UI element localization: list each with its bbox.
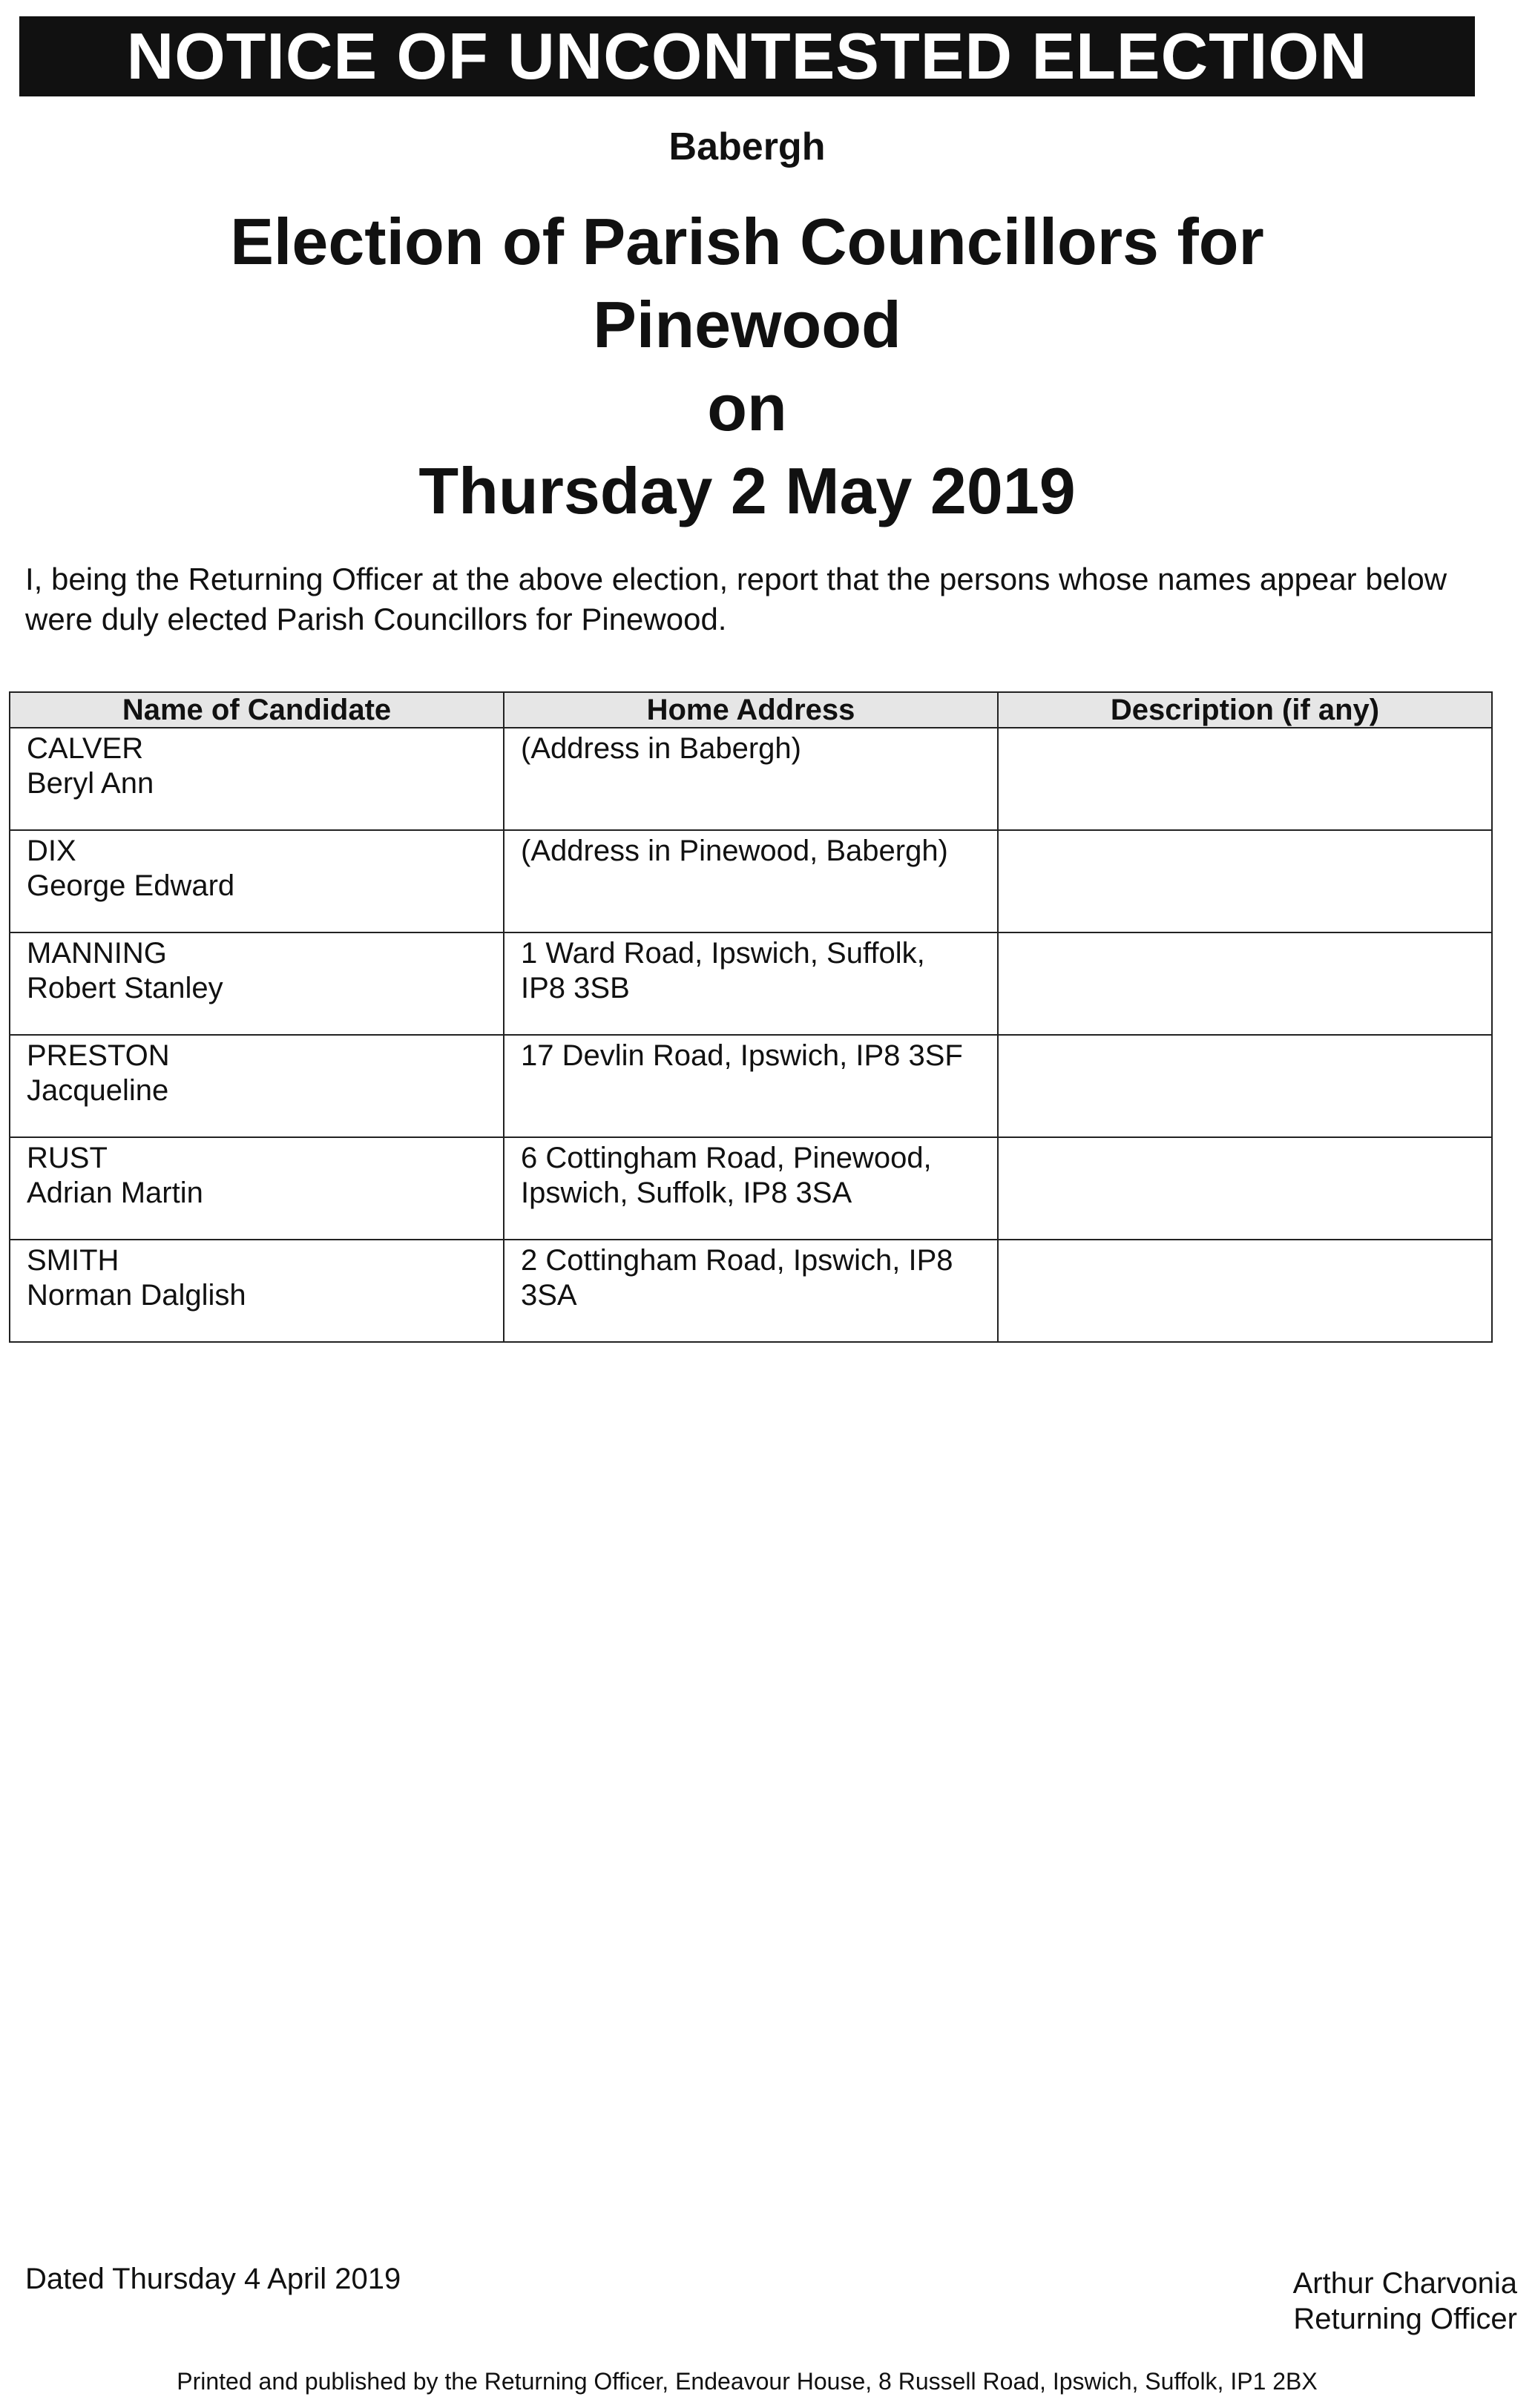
- header-name-of-candidate: Name of Candidate: [10, 692, 504, 728]
- home-address-cell: [504, 830, 998, 932]
- table-row: [10, 728, 1492, 830]
- candidate-name-cell: [10, 1137, 504, 1240]
- candidate-surname: PRESTON: [27, 1039, 170, 1072]
- description-cell: [998, 728, 1492, 830]
- table-row: [10, 932, 1492, 1035]
- returning-officer-signature: [1293, 2266, 1517, 2337]
- description-cell: [998, 1137, 1492, 1240]
- description-cell: [998, 830, 1492, 932]
- description-cell: [998, 1240, 1492, 1342]
- title-line-2: Pinewood: [593, 288, 901, 361]
- notice-banner: NOTICE OF UNCONTESTED ELECTION: [19, 16, 1475, 96]
- address-line: 2 Cottingham Road, Ipswich, IP8: [521, 1244, 953, 1277]
- candidate-name-cell: [10, 1240, 504, 1342]
- district-name: Babergh: [668, 125, 826, 168]
- candidate-forenames: Jacqueline: [27, 1074, 169, 1107]
- address-line: 6 Cottingham Road, Pinewood,: [521, 1142, 932, 1174]
- table-row: [10, 1035, 1492, 1137]
- home-address-cell: [504, 932, 998, 1035]
- table-row: [10, 1240, 1492, 1342]
- returning-officer-statement: I, being the Returning Officer at the above election, report that the persons whose names appear below were duly elected Parish Councillors for Pinewood.: [25, 562, 1447, 636]
- description-cell: [998, 932, 1492, 1035]
- address-line: IP8 3SB: [521, 972, 630, 1004]
- candidate-forenames: Adrian Martin: [27, 1177, 203, 1209]
- election-title: [0, 200, 1494, 533]
- address-line: (Address in Babergh): [521, 732, 801, 765]
- candidate-forenames: Robert Stanley: [27, 972, 223, 1004]
- address-line: 1 Ward Road, Ipswich, Suffolk,: [521, 937, 925, 970]
- candidate-surname: CALVER: [27, 732, 144, 765]
- table-header-row: [10, 692, 1492, 728]
- address-line: 17 Devlin Road, Ipswich, IP8 3SF: [521, 1039, 963, 1072]
- address-line: 3SA: [521, 1279, 577, 1312]
- address-line: (Address in Pinewood, Babergh): [521, 835, 948, 867]
- home-address-cell: [504, 1240, 998, 1342]
- publisher-imprint: Printed and published by the Returning Officer, Endeavour House, 8 Russell Road, Ipswich, Suffolk, IP1 2BX: [177, 2368, 1318, 2395]
- table-row: [10, 830, 1492, 932]
- home-address-cell: [504, 1035, 998, 1137]
- candidate-surname: RUST: [27, 1142, 108, 1174]
- officer-name: Arthur Charvonia: [1292, 2267, 1517, 2300]
- date-of-notice: Dated Thursday 4 April 2019: [25, 2263, 401, 2295]
- candidate-surname: DIX: [27, 835, 76, 867]
- description-cell: [998, 1035, 1492, 1137]
- title-line-1: Election of Parish Councillors for: [230, 205, 1264, 278]
- candidate-surname: SMITH: [27, 1244, 119, 1277]
- candidate-surname: MANNING: [27, 937, 167, 970]
- candidate-name-cell: [10, 728, 504, 830]
- address-line: Ipswich, Suffolk, IP8 3SA: [521, 1177, 852, 1209]
- candidate-forenames: George Edward: [27, 869, 235, 902]
- title-line-3: on: [707, 371, 787, 444]
- candidate-name-cell: [10, 932, 504, 1035]
- home-address-cell: [504, 1137, 998, 1240]
- table-row: [10, 1137, 1492, 1240]
- elected-candidates-table: [9, 691, 1493, 1343]
- candidate-forenames: Beryl Ann: [27, 767, 154, 800]
- header-home-address: Home Address: [504, 692, 998, 728]
- candidate-name-cell: [10, 830, 504, 932]
- candidate-name-cell: [10, 1035, 504, 1137]
- officer-title: Returning Officer: [1293, 2303, 1517, 2335]
- header-description: Description (if any): [998, 692, 1492, 728]
- title-line-4: Thursday 2 May 2019: [418, 454, 1076, 527]
- candidate-forenames: Norman Dalglish: [27, 1279, 246, 1312]
- home-address-cell: [504, 728, 998, 830]
